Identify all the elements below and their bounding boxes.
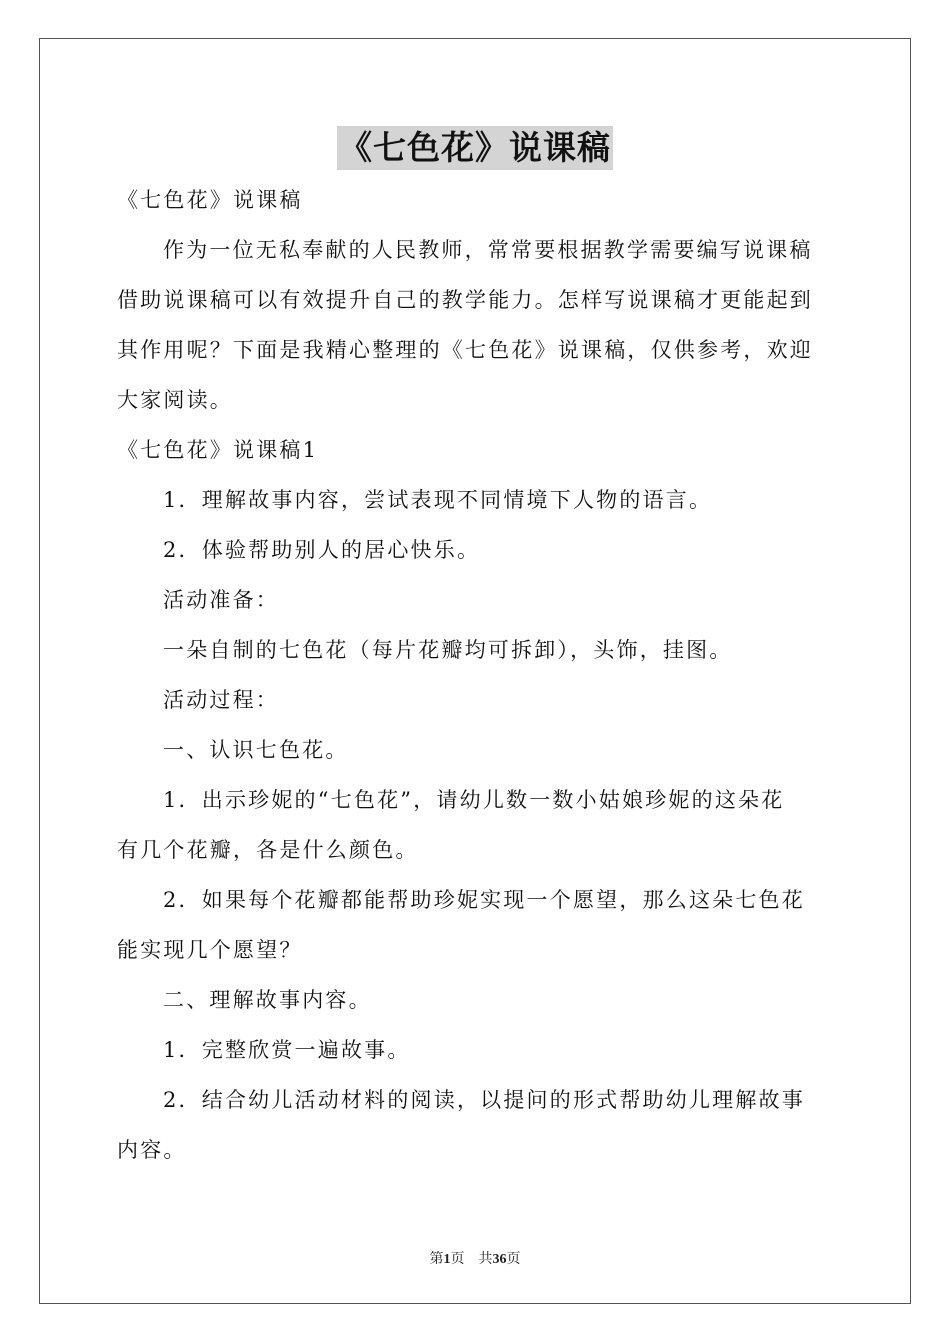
footer-page-number: 1 — [443, 1252, 451, 1267]
step1-title: 一、认识七色花。 — [163, 738, 349, 762]
intro-line-2: 借助说课稿可以有效提升自己的教学能力。怎样写说课稿才更能起到 — [117, 288, 813, 312]
document-subtitle: 《七色花》说课稿 — [117, 188, 303, 212]
intro-line-3: 其作用呢？下面是我精心整理的《七色花》说课稿，仅供参考，欢迎 — [117, 338, 813, 362]
prep-label: 活动准备： — [163, 588, 279, 612]
step2-title: 二、理解故事内容。 — [163, 988, 372, 1012]
intro-line-4: 大家阅读。 — [117, 388, 233, 412]
step2-item2-line1: 2．结合幼儿活动材料的阅读，以提问的形式帮助幼儿理解故事 — [163, 1088, 805, 1112]
step1-item1-line1: 1．出示珍妮的“七色花”，请幼儿数一数小姑娘珍妮的这朵花 — [163, 788, 785, 812]
title-container — [0, 126, 950, 170]
section-heading: 《七色花》说课稿1 — [117, 438, 319, 462]
step2-item1: 1．完整欣赏一遍故事。 — [163, 1038, 411, 1062]
document-title: 《七色花》说课稿 — [337, 126, 613, 170]
footer-page-mid: 页 共 — [450, 1252, 493, 1267]
footer-page-suffix: 页 — [506, 1252, 521, 1267]
step1-item1-line2: 有几个花瓣，各是什么颜色。 — [117, 838, 419, 862]
goal-1: 1．理解故事内容，尝试表现不同情境下人物的语言。 — [163, 488, 713, 512]
footer-page-prefix: 第 — [429, 1252, 444, 1267]
process-label: 活动过程： — [163, 688, 279, 712]
step1-item2-line1: 2．如果每个花瓣都能帮助珍妮实现一个愿望，那么这朵七色花 — [163, 888, 805, 912]
step2-item2-line2: 内容。 — [117, 1138, 187, 1162]
page-footer — [0, 1248, 950, 1268]
page-border — [39, 38, 911, 1304]
step1-item2-line2: 能实现几个愿望？ — [117, 938, 303, 962]
goal-2: 2．体验帮助别人的居心快乐。 — [163, 538, 481, 562]
prep-text: 一朵自制的七色花（每片花瓣均可拆卸），头饰，挂图。 — [163, 638, 733, 662]
footer-total-pages: 36 — [492, 1252, 507, 1267]
intro-line-1: 作为一位无私奉献的人民教师，常常要根据教学需要编写说课稿 — [163, 238, 813, 262]
